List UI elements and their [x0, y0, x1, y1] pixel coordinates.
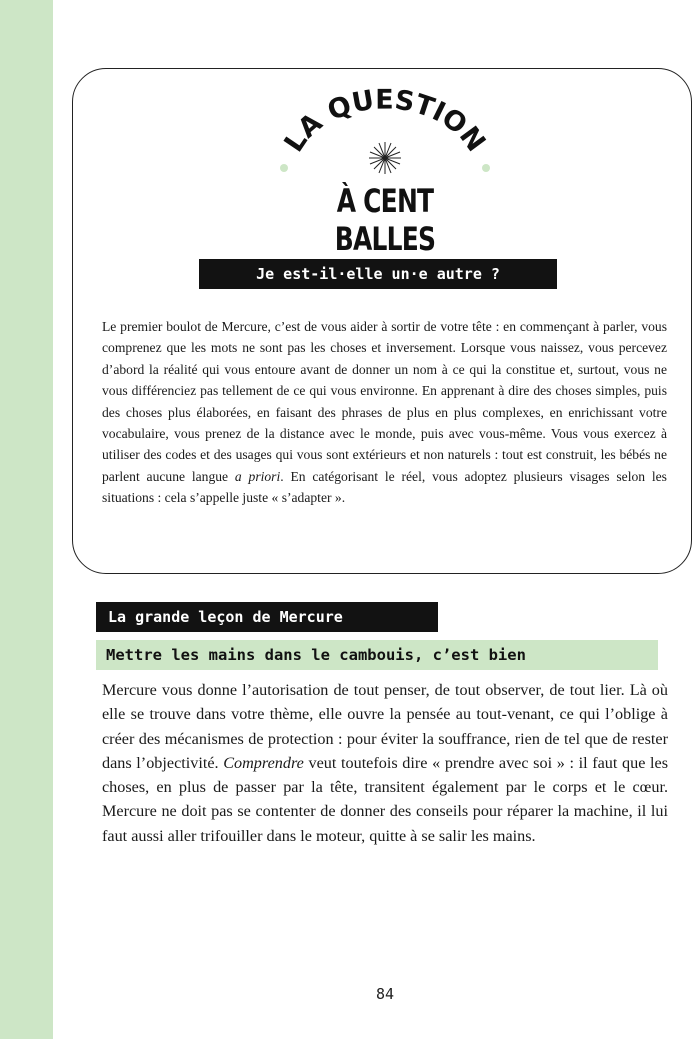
- dot-icon: [280, 164, 288, 172]
- page-number: 84: [375, 985, 395, 1003]
- box-paragraph-italic: a priori: [234, 468, 281, 484]
- lesson-title: La grande leçon de Mercure: [96, 602, 438, 632]
- dot-icon: [482, 164, 490, 172]
- box-paragraph-part2: . En catégorisant le réel, vous adoptez plusieurs visages selon les situations : cela s’appelle juste « s’adapter ».: [102, 468, 667, 506]
- lesson-paragraph-part2: veut toutefois dire « prendre avec soi » : il faut que les choses, en plus de passer par la tête, transitent également par le corps et le cœur. Mercure ne doit pas se contenter de donner des conseils pour réparer la machine, il lui faut aussi aller trifouiller dans le moteur, quitte à se salir les mains.: [102, 753, 669, 845]
- margin-color-strip: [0, 0, 53, 1039]
- title-arc-text: LA QUESTION: [278, 88, 492, 158]
- title-subtitle: À CENT BALLES: [334, 182, 436, 258]
- box-heading: Je est-il·elle un·e autre ?: [199, 259, 557, 289]
- lesson-paragraph-part1: Mercure vous donne l’autorisation de tout penser, de tout observer, de tout lier. Là où elle se trouve dans votre thème, elle ouvre la pensée au tout-venant, ce qui l’oblige à créer des mécanismes de protection : pour éviter la souffrance, rien de tel que de rester dans l’objectivité.: [102, 681, 668, 772]
- lesson-subtitle: Mettre les mains dans le cambouis, c’est bien: [96, 640, 658, 670]
- box-paragraph: [102, 316, 667, 509]
- lesson-paragraph: [102, 678, 668, 848]
- box-paragraph-part1: Le premier boulot de Mercure, c’est de vous aider à sortir de votre tête : en commençant à parler, vous comprenez que les mots ne sont pas les choses et inversement. Lorsque vous naissez, vous percevez d’abord la réalité qui vous entoure avant de donner un nom à ce qui la constitue et, surtout, vous ne vous différenciez pas tellement de ce qui vous environne. En apprenant à dire des choses simples, puis des choses plus élaborées, en faisant des phrases de plus en plus complexes, en enrichissant votre vocabulaire, vous prenez de la distance avec le monde, puis avec vous-même. Vous vous exercez à utiliser des codes et des usages qui vous sont extérieurs et non naturels : tout est construit, les bébés ne parlent aucune langue: [102, 319, 667, 484]
- lesson-paragraph-italic: Comprendre: [223, 753, 304, 772]
- starburst-icon: [369, 142, 401, 174]
